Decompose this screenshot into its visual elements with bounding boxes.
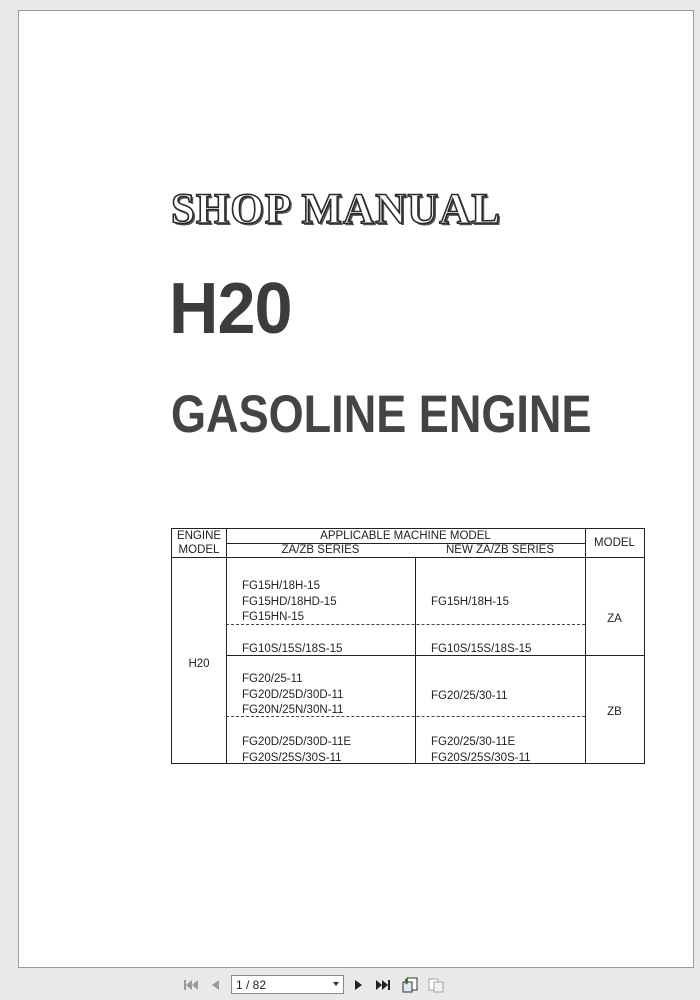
table-cell-za-zb-row4: FG20D/25D/30D-11E FG20S/25S/30S-11	[242, 736, 352, 764]
last-page-icon	[376, 979, 390, 991]
page-indicator: 1 / 82	[236, 978, 267, 992]
header-model: MODEL	[594, 537, 635, 549]
pages-icon	[428, 977, 444, 993]
document-page	[18, 10, 694, 968]
chevron-down-icon	[333, 982, 339, 986]
engine-model-title: H20	[169, 269, 292, 349]
model-group-za: ZA	[607, 613, 622, 625]
previous-page-icon	[210, 979, 220, 991]
table-cell-new-za-zb-row4: FG20/25/30-11E FG20S/25S/30S-11	[431, 736, 531, 764]
next-page-icon	[354, 979, 364, 991]
page-view-icon	[402, 977, 418, 993]
shop-manual-title: SHOP MANUAL	[171, 186, 501, 233]
first-page-icon	[184, 979, 198, 991]
header-za-zb-series: ZA/ZB SERIES	[281, 544, 360, 556]
pdf-toolbar	[0, 969, 700, 1000]
next-page-button[interactable]	[351, 977, 367, 993]
table-cell-za-zb-row1: FG15H/18H-15 FG15HD/18HD-15 FG15HN-15	[242, 580, 337, 623]
applicable-model-table	[171, 528, 645, 764]
table-cell-za-zb-row3: FG20/25-11 FG20D/25D/30D-11 FG20N/25N/30N-11	[242, 673, 344, 716]
last-page-button[interactable]	[375, 977, 391, 993]
table-cell-new-za-zb-row1: FG15H/18H-15	[431, 596, 509, 608]
engine-model-cell: H20	[188, 658, 210, 670]
header-applicable-machine-model: APPLICABLE MACHINE MODEL	[320, 530, 491, 542]
table-cell-new-za-zb-row2: FG10S/15S/18S-15	[431, 643, 532, 655]
table-cell-new-za-zb-row3: FG20/25/30-11	[431, 690, 508, 702]
dual-page-view-button[interactable]	[428, 977, 444, 993]
gasoline-engine-title: GASOLINE ENGINE	[171, 385, 592, 444]
single-page-view-button[interactable]	[402, 977, 418, 993]
previous-page-button[interactable]	[207, 977, 223, 993]
header-engine-model: ENGINE MODEL	[176, 530, 222, 556]
model-group-zb: ZB	[607, 706, 622, 718]
page-selector[interactable]	[231, 975, 344, 994]
table-cell-za-zb-row2: FG10S/15S/18S-15	[242, 643, 343, 655]
header-new-za-zb-series: NEW ZA/ZB SERIES	[446, 544, 554, 556]
first-page-button[interactable]	[183, 977, 199, 993]
